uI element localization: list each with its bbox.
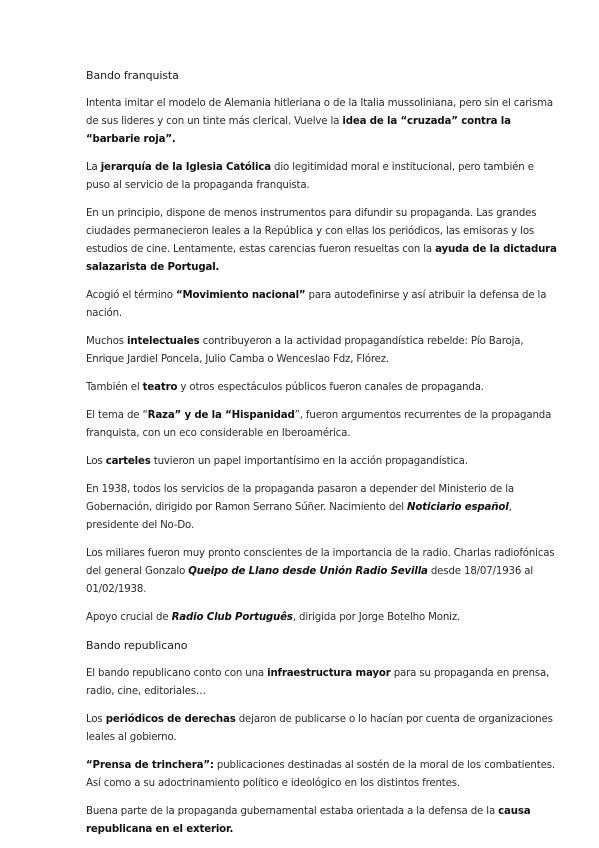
body-text: para autodefinirse y así atribuir la defensa de la nación. [86,290,547,319]
emphasis-text: Queipo de Llano desde Unión Radio Sevilla [188,566,428,577]
body-text: Buena parte de la propaganda gubernamental estaba orientada a la defensa de la [86,806,499,817]
body-text: En 1938, todos los servicios de la propaganda pasaron a depender del Ministerio de la Gobernación, dirigido por Ramon Serrano Súñer. Nacimiento del [86,484,515,513]
paragraph [86,287,559,323]
body-text: y otros espectáculos públicos fueron canales de propaganda. [177,382,484,393]
emphasis-text: “Prensa de trinchera”: [86,760,214,771]
paragraph [86,803,559,839]
body-text: En un principio, dispone de menos instrumentos para difundir su propaganda. Las grandes ciudades permanecieron leales a la República y con ellas los periódicos, las emisoras y los estudios de cine. Lentamente, estas carencias fueron resueltas con la [86,208,537,255]
emphasis-text: carteles [105,456,151,467]
body-text: dejaron de publicarse o lo hacían por cuenta de organizaciones leales al gobierno. [86,714,553,743]
paragraph [86,407,559,443]
body-text: Intenta imitar el modelo de Alemania hitleriana o de la Italia mussoliniana, pero sin el carisma de sus lideres y con un tinte más clerical. Vuelve la [86,98,553,127]
paragraph [86,159,559,195]
body-text: Acogió el término [86,290,176,301]
paragraph [86,481,559,535]
emphasis-text: causa republicana en el exterior. [86,806,531,835]
body-text: La [86,162,101,173]
body-text: dio legitimidad moral e institucional, pero también e puso al servicio de la propaganda franquista. [86,162,534,191]
emphasis-text: periódicos de derechas [105,714,236,725]
body-text: publicaciones destinadas al sostén de la moral de los combatientes. Así como a su adoctrinamiento político e ideológico en los distintos frentes. [86,760,555,789]
body-text: También el [86,382,143,393]
paragraph [86,333,559,369]
body-text: Apoyo crucial de [86,612,172,623]
body-text: El tema de “ [86,410,148,421]
body-text: desde 18/07/1936 al 01/02/1938. [86,566,534,595]
paragraph [86,711,559,747]
paragraph [86,665,559,701]
paragraph [86,545,559,599]
body-text: Los [86,714,106,725]
paragraph [86,757,559,793]
emphasis-text: ayuda de la dictadura salazarista de Portugal. [86,244,557,273]
body-text: El bando republicano conto con una [86,668,268,679]
emphasis-text: Raza” y de la “Hispanidad [147,410,295,421]
body-text: Muchos [86,336,128,347]
body-text: contribuyeron a la actividad propagandística rebelde: Pío Baroja, Enrique Jardiel Poncela, Julio Camba o Wenceslao Fdz, Flórez. [86,336,524,365]
body-text: tuvieron un papel importantísimo en la acción propagandística. [150,456,468,467]
paragraph [86,379,559,397]
emphasis-text: Radio Club Português [171,612,293,623]
paragraph [86,609,559,627]
body-text: Los [86,456,106,467]
section-heading: Bando republicano [86,639,188,652]
emphasis-text: infraestructura mayor [267,668,391,679]
emphasis-text: idea de la “cruzada” contra la “barbarie roja”. [86,116,511,145]
emphasis-text: jerarquía de la Iglesia Católica [100,162,271,173]
paragraph [86,205,559,277]
body-text: , presidente del No-Do. [86,502,512,531]
emphasis-text: “Movimiento nacional” [175,290,306,301]
emphasis-text: intelectuales [127,336,200,347]
paragraph [86,453,559,471]
section-heading: Bando franquista [86,69,179,82]
body-text: , dirigida por Jorge Botelho Moniz. [292,612,461,623]
paragraph [86,95,559,149]
body-text: Los miliares fueron muy pronto conscientes de la importancia de la radio. Charlas radiofónicas del general Gonzalo [86,548,555,577]
body-text: ”, fueron argumentos recurrentes de la propaganda franquista, con un eco considerable en Iberoamérica. [86,410,552,439]
body-text: para su propaganda en prensa, radio, cine, editoriales… [86,668,550,697]
emphasis-text: Noticiario español [407,502,509,513]
emphasis-text: teatro [142,382,178,393]
